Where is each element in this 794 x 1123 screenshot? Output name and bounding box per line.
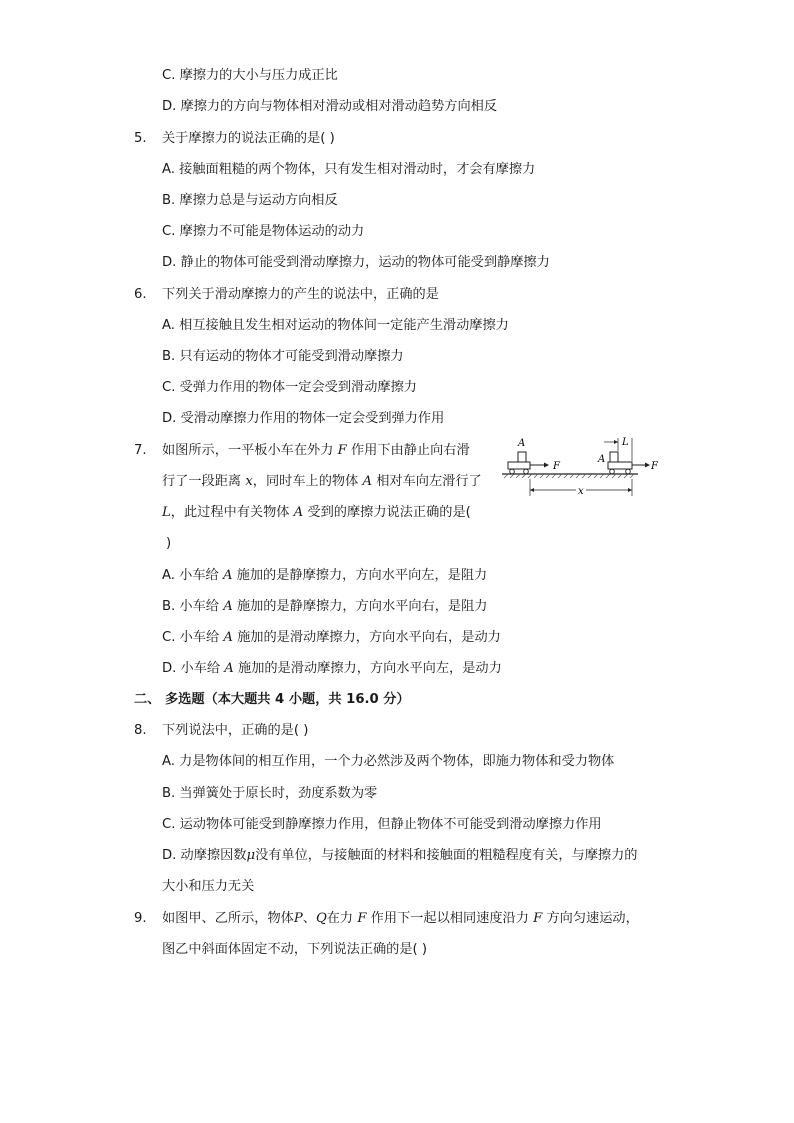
q7-stem-line-2: 行了一段距离 x，同时车上的物体 A 相对车向左滑行了 bbox=[162, 474, 482, 489]
q6-number: 6. bbox=[134, 287, 147, 302]
cart-1-wheel-right bbox=[524, 469, 529, 474]
q7-number: 7. bbox=[134, 443, 147, 458]
q5-number: 5. bbox=[134, 131, 147, 146]
q4-option-c: C. 摩擦力的大小与压力成正比 bbox=[162, 68, 338, 83]
q4-option-d: D. 摩擦力的方向与物体相对滑动或相对滑动趋势方向相反 bbox=[162, 99, 498, 114]
label-f-2: F bbox=[651, 461, 658, 472]
x-dimension-arrowhead-left bbox=[530, 488, 534, 492]
cart-2-body bbox=[608, 462, 632, 469]
q6-option-a: A. 相互接触且发生相对运动的物体间一定能产生滑动摩擦力 bbox=[162, 318, 509, 333]
q7-option-a: A. 小车给 A 施加的是静摩擦力，方向水平向左，是阻力 bbox=[162, 568, 488, 583]
q8-option-a: A. 力是物体间的相互作用，一个力必然涉及两个物体，即施力物体和受力物体 bbox=[162, 754, 615, 769]
label-x: x bbox=[578, 486, 584, 497]
q7-stem-line-4: ) bbox=[166, 536, 172, 551]
q8-number: 8. bbox=[134, 723, 147, 738]
label-f-1: F bbox=[553, 461, 560, 472]
cart-2-wheel-left bbox=[610, 469, 615, 474]
q9-stem-line-2: 图乙中斜面体固定不动，下列说法正确的是( ) bbox=[162, 942, 428, 957]
q7-figure-cart-diagram bbox=[500, 432, 666, 500]
force-arrow-2-head bbox=[645, 463, 650, 468]
q8-option-d-line-1: D. 动摩擦因数μ没有单位，与接触面的材料和接触面的粗糙程度有关，与摩擦力的 bbox=[162, 848, 638, 863]
q9-stem-line-1: 如图甲、乙所示，物体P、Q在力 F 作用下一起以相同速度沿力 F 方向匀速运动， bbox=[162, 911, 639, 926]
q8-stem: 下列说法中，正确的是( ) bbox=[162, 723, 309, 738]
q9-number: 9. bbox=[134, 911, 147, 926]
q6-option-d: D. 受滑动摩擦力作用的物体一定会受到弹力作用 bbox=[162, 411, 445, 426]
q7-stem-line-1: 如图所示，一平板小车在外力 F 作用下由静止向右滑 bbox=[162, 443, 470, 458]
q5-option-c: C. 摩擦力不可能是物体运动的动力 bbox=[162, 224, 365, 239]
q7-stem-line-3: L，此过程中有关物体 A 受到的摩擦力说法正确的是( bbox=[162, 505, 471, 520]
cart-1-wheel-left bbox=[510, 469, 515, 474]
l-dimension-arrowhead bbox=[614, 440, 618, 444]
force-arrow-1-head bbox=[544, 463, 549, 468]
label-l: L bbox=[622, 437, 629, 448]
q6-option-c: C. 受弹力作用的物体一定会受到滑动摩擦力 bbox=[162, 380, 417, 395]
x-dimension-arrowhead-right bbox=[628, 488, 632, 492]
q6-option-b: B. 只有运动的物体才可能受到滑动摩擦力 bbox=[162, 349, 404, 364]
q5-option-a: A. 接触面粗糙的两个物体，只有发生相对滑动时，才会有摩擦力 bbox=[162, 162, 536, 177]
cart-1-body bbox=[508, 462, 530, 469]
cart-2-wheel-right bbox=[626, 469, 631, 474]
ground-hatching bbox=[504, 474, 634, 478]
q8-option-b: B. 当弹簧处于原长时，劲度系数为零 bbox=[162, 786, 378, 801]
q6-stem: 下列关于滑动摩擦力的产生的说法中，正确的是 bbox=[162, 287, 439, 302]
q7-option-b: B. 小车给 A 施加的是静摩擦力，方向水平向右，是阻力 bbox=[162, 599, 488, 614]
q5-option-b: B. 摩擦力总是与运动方向相反 bbox=[162, 193, 338, 208]
q5-stem: 关于摩擦力的说法正确的是( ) bbox=[162, 131, 335, 146]
q7-option-c: C. 小车给 A 施加的是滑动摩擦力，方向水平向右，是动力 bbox=[162, 630, 501, 645]
q8-option-d-line-2: 大小和压力无关 bbox=[162, 879, 255, 894]
q7-option-d: D. 小车给 A 施加的是滑动摩擦力，方向水平向左，是动力 bbox=[162, 661, 502, 676]
q5-option-d: D. 静止的物体可能受到滑动摩擦力，运动的物体可能受到静摩擦力 bbox=[162, 255, 550, 270]
block-a-2 bbox=[610, 452, 618, 462]
q8-option-c: C. 运动物体可能受到静摩擦力作用，但静止物体不可能受到滑动摩擦力作用 bbox=[162, 817, 602, 832]
label-a-1: A bbox=[518, 438, 526, 449]
block-a-1 bbox=[518, 452, 526, 462]
section-2-title: 二、 多选题（本大题共 4 小题，共 16.0 分） bbox=[134, 692, 410, 707]
label-a-2: A bbox=[598, 454, 606, 465]
